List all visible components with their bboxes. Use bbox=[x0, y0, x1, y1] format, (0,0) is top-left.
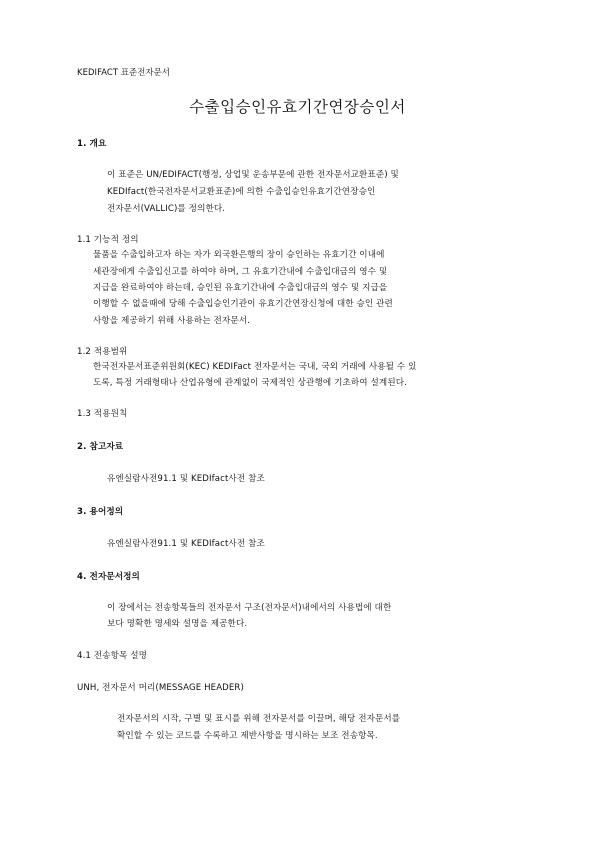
function-line: 지급을 완료하여야 하는데, 승인된 유효기간내에 수출입대금의 영수 및 지급을 bbox=[93, 283, 388, 293]
edoc-heading: 4. 전자문서정의 bbox=[77, 572, 140, 582]
overview-line: KEDIfact(한국전자문서교환표준)에 의한 수출입승인유효기간연장승인 bbox=[107, 187, 376, 197]
header-label: KEDIFACT 표준전자문서 bbox=[77, 67, 170, 77]
unh-line: 전자문서의 시작, 구별 및 표시를 위해 전자문서를 이끌며, 해당 전자문서를 bbox=[117, 714, 401, 724]
overview-line: 전자문서(VALLIC)를 정의한다. bbox=[107, 204, 226, 214]
function-line: 사항을 제공하기 위해 사용하는 전자문서. bbox=[93, 316, 250, 326]
unh-heading: UNH, 전자문서 머리(MESSAGE HEADER) bbox=[77, 683, 244, 693]
reference-heading: 2. 참고자료 bbox=[77, 442, 124, 452]
scope-heading: 1.2 적용범위 bbox=[77, 347, 128, 357]
function-line: 세관장에게 수출입신고를 하여야 하며, 그 유효기간내에 수출입대금의 영수 및 bbox=[93, 267, 388, 277]
overview-line: 이 표준은 UN/EDIFACT(행정, 상업및 운송부문에 관한 전자문서교환표준) 및 bbox=[107, 170, 399, 180]
terms-heading: 3. 용어정의 bbox=[77, 507, 124, 517]
overview-heading: 1. 개요 bbox=[77, 139, 107, 149]
scope-line: 도록, 특정 거래형태나 산업유형에 관계없이 국제적인 상관행에 기초하여 설계된다. bbox=[93, 378, 407, 388]
terms-line: 유엔실람사전91.1 및 KEDIfact사전 참조 bbox=[107, 539, 265, 549]
unh-line: 확인할 수 있는 코드를 수록하고 제반사항을 명시하는 보조 전송항목. bbox=[117, 731, 378, 741]
function-line: 이행할 수 없을때에 당해 수출입승인기관이 유효기간연장신청에 대한 승인 관련 bbox=[93, 299, 393, 309]
reference-line: 유엔실람사전91.1 및 KEDIfact사전 참조 bbox=[107, 474, 265, 484]
principle-heading: 1.3 적용원칙 bbox=[77, 409, 128, 419]
function-heading: 1.1 기능적 정의 bbox=[77, 235, 139, 245]
segment-heading: 4.1 전송항목 설명 bbox=[77, 651, 148, 661]
function-line: 물품을 수출입하고자 하는 자가 외국환은행의 장이 승인하는 유효기간 이내에 bbox=[93, 250, 385, 260]
edoc-line: 이 장에서는 전송항목들의 전자문서 구조(전자문서)내에서의 사용법에 대한 bbox=[107, 603, 392, 613]
scope-line: 한국전자문서표준위원회(KEC) KEDIFact 전자문서는 국내, 국외 거래에 사용될 수 있 bbox=[93, 362, 417, 372]
document-title: 수출입승인유효기간연장승인서 bbox=[189, 98, 406, 116]
edoc-line: 보다 명확한 명세와 설명을 제공한다. bbox=[107, 619, 248, 629]
